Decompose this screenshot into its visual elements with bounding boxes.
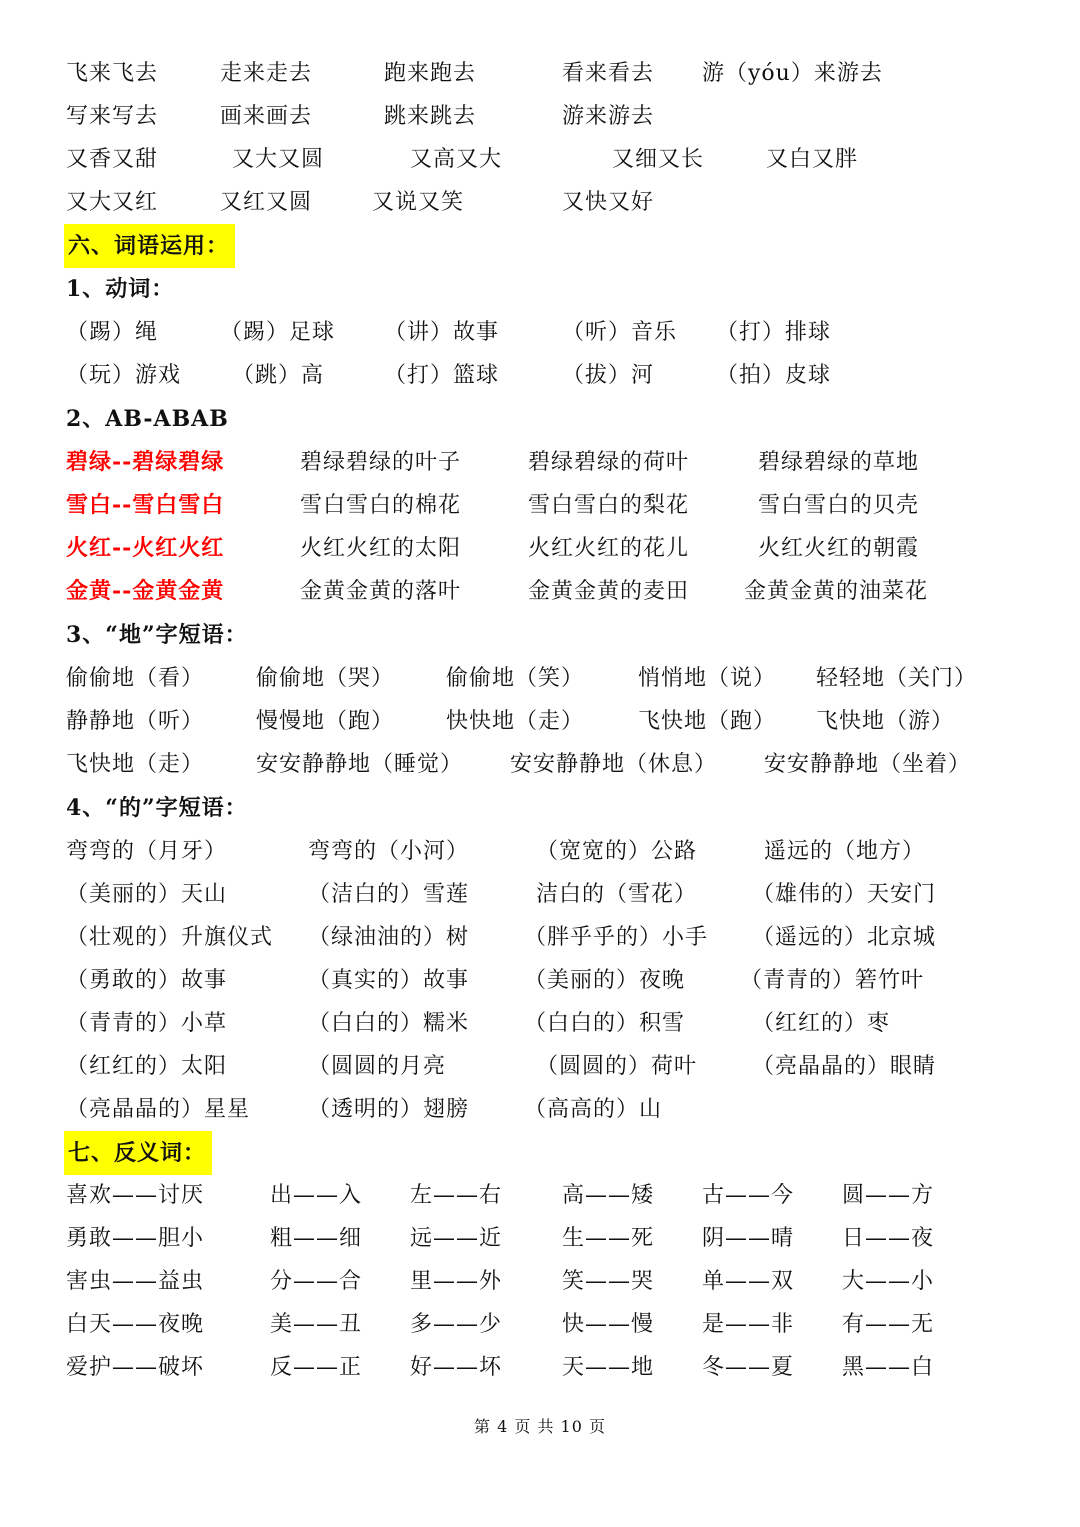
antonym-pair: 大——小 bbox=[842, 1269, 935, 1294]
antonym-pair: 单——双 bbox=[702, 1269, 795, 1294]
verb-phrase: （打）篮球 bbox=[384, 363, 500, 388]
abab-heading: 2、AB-ABAB bbox=[66, 406, 229, 432]
antonym-pair: 粗——细 bbox=[270, 1226, 363, 1251]
di-phrase: 安安静静地（坐着） bbox=[764, 752, 972, 777]
antonym-pair: 分——合 bbox=[270, 1269, 363, 1294]
antonym-pair: 出——入 bbox=[270, 1183, 363, 1208]
di-row bbox=[0, 743, 1080, 786]
antonym-pair: 美——丑 bbox=[270, 1312, 363, 1337]
de-phrase: （真实的）故事 bbox=[308, 968, 470, 993]
section-6-title: 六、词语运用： bbox=[64, 224, 235, 268]
abab-example: 碧绿碧绿的草地 bbox=[758, 450, 920, 475]
verb-phrase: （听）音乐 bbox=[562, 320, 678, 345]
antonym-pair: 害虫——益虫 bbox=[66, 1269, 205, 1294]
antonym-pair: 阴——晴 bbox=[702, 1226, 795, 1251]
antonym-pair: 左——右 bbox=[410, 1183, 503, 1208]
antonym-row bbox=[0, 1217, 1080, 1260]
antonym-row bbox=[0, 1303, 1080, 1346]
de-row bbox=[0, 873, 1080, 916]
abab-example: 雪白雪白的棉花 bbox=[300, 493, 462, 518]
antonym-pair: 里——外 bbox=[410, 1269, 503, 1294]
de-phrase: （亮晶晶的）星星 bbox=[66, 1097, 251, 1122]
abab-row bbox=[0, 484, 1080, 527]
abab-key: 碧绿--碧绿碧绿 bbox=[66, 449, 225, 475]
abab-example: 碧绿碧绿的叶子 bbox=[300, 450, 462, 475]
di-phrase: 静静地（听） bbox=[66, 709, 205, 734]
antonym-pair: 喜欢——讨厌 bbox=[66, 1183, 205, 1208]
antonym-pair: 笑——哭 bbox=[562, 1269, 655, 1294]
di-phrase: 飞快地（游） bbox=[816, 709, 955, 734]
de-row bbox=[0, 916, 1080, 959]
antonym-pair: 是——非 bbox=[702, 1312, 795, 1337]
abab-example: 火红火红的太阳 bbox=[300, 536, 462, 561]
de-phrase: （红红的）太阳 bbox=[66, 1054, 228, 1079]
word: 游（yóu）来游去 bbox=[702, 61, 883, 86]
abab-row bbox=[0, 441, 1080, 484]
di-phrase: 偷偷地（笑） bbox=[446, 666, 585, 691]
de-phrase: （红红的）枣 bbox=[752, 1011, 891, 1036]
antonym-pair: 黑——白 bbox=[842, 1355, 935, 1380]
verb-phrase: （踢）绳 bbox=[66, 320, 159, 345]
antonym-pair: 有——无 bbox=[842, 1312, 935, 1337]
de-row bbox=[0, 1045, 1080, 1088]
word-row bbox=[0, 138, 1080, 181]
antonym-pair: 多——少 bbox=[410, 1312, 503, 1337]
word: 游来游去 bbox=[562, 104, 655, 129]
de-phrase: （圆圆的月亮 bbox=[308, 1054, 447, 1079]
word: 又快又好 bbox=[562, 190, 655, 215]
di-phrase: 飞快地（走） bbox=[66, 752, 205, 777]
verb-phrase: （讲）故事 bbox=[384, 320, 500, 345]
antonym-pair: 反——正 bbox=[270, 1355, 363, 1380]
antonym-row bbox=[0, 1260, 1080, 1303]
section-7-title: 七、反义词： bbox=[64, 1131, 212, 1175]
de-row bbox=[0, 1002, 1080, 1045]
di-phrase: 轻轻地（关门） bbox=[816, 666, 978, 691]
abab-example: 金黄金黄的麦田 bbox=[528, 579, 690, 604]
di-phrase: 安安静静地（睡觉） bbox=[256, 752, 464, 777]
verb-phrase: （拔）河 bbox=[562, 363, 655, 388]
word: 又香又甜 bbox=[66, 147, 159, 172]
de-phrase: （壮观的）升旗仪式 bbox=[66, 925, 274, 950]
word: 跑来跑去 bbox=[384, 61, 477, 86]
word-row bbox=[0, 95, 1080, 138]
page-footer: 第 4 页 共 10 页 bbox=[474, 1417, 606, 1436]
antonym-pair: 好——坏 bbox=[410, 1355, 503, 1380]
de-phrase: （高高的）山 bbox=[524, 1097, 663, 1122]
abab-key: 火红--火红火红 bbox=[66, 535, 225, 561]
di-phrases-heading: 3、“地”字短语： bbox=[66, 622, 248, 648]
word: 看来看去 bbox=[562, 61, 655, 86]
antonym-pair: 勇敢——胆小 bbox=[66, 1226, 205, 1251]
abab-example: 火红火红的朝霞 bbox=[758, 536, 920, 561]
antonym-row bbox=[0, 1174, 1080, 1217]
abab-key: 雪白--雪白雪白 bbox=[66, 492, 225, 518]
antonym-pair: 白天——夜晚 bbox=[66, 1312, 205, 1337]
antonym-pair: 远——近 bbox=[410, 1226, 503, 1251]
antonym-pair: 天——地 bbox=[562, 1355, 655, 1380]
de-row bbox=[0, 830, 1080, 873]
word: 又说又笑 bbox=[372, 190, 465, 215]
antonym-row bbox=[0, 1346, 1080, 1389]
antonym-pair: 日——夜 bbox=[842, 1226, 935, 1251]
di-phrase: 快快地（走） bbox=[446, 709, 585, 734]
abab-example: 雪白雪白的梨花 bbox=[528, 493, 690, 518]
di-phrase: 偷偷地（哭） bbox=[256, 666, 395, 691]
di-phrase: 偷偷地（看） bbox=[66, 666, 205, 691]
de-phrase: （圆圆的）荷叶 bbox=[536, 1054, 698, 1079]
abab-row bbox=[0, 570, 1080, 613]
verb-phrase: （踢）足球 bbox=[220, 320, 336, 345]
de-phrase: 弯弯的（小河） bbox=[308, 839, 470, 864]
di-phrase: 慢慢地（跑） bbox=[256, 709, 395, 734]
de-phrase: （胖乎乎的）小手 bbox=[524, 925, 709, 950]
de-phrase: （美丽的）夜晚 bbox=[524, 968, 686, 993]
de-phrase: 遥远的（地方） bbox=[764, 839, 926, 864]
antonym-pair: 冬——夏 bbox=[702, 1355, 795, 1380]
abab-example: 雪白雪白的贝壳 bbox=[758, 493, 920, 518]
de-phrases-heading: 4、“的”字短语： bbox=[66, 795, 248, 821]
word: 又大又圆 bbox=[232, 147, 325, 172]
de-row bbox=[0, 1088, 1080, 1131]
de-phrase: （透明的）翅膀 bbox=[308, 1097, 470, 1122]
verb-row bbox=[0, 354, 1080, 397]
antonym-pair: 古——今 bbox=[702, 1183, 795, 1208]
verb-phrase: （拍）皮球 bbox=[716, 363, 832, 388]
abab-example: 金黄金黄的油菜花 bbox=[744, 579, 929, 604]
verb-row bbox=[0, 311, 1080, 354]
de-row bbox=[0, 959, 1080, 1002]
de-phrase: （遥远的）北京城 bbox=[752, 925, 937, 950]
de-phrase: （青青的）箬竹叶 bbox=[740, 968, 925, 993]
de-phrase: （白白的）积雪 bbox=[524, 1011, 686, 1036]
de-phrase: （勇敢的）故事 bbox=[66, 968, 228, 993]
word: 跳来跳去 bbox=[384, 104, 477, 129]
antonym-pair: 快——慢 bbox=[562, 1312, 655, 1337]
di-phrase: 飞快地（跑） bbox=[638, 709, 777, 734]
word: 又高又大 bbox=[410, 147, 503, 172]
word: 飞来飞去 bbox=[66, 61, 159, 86]
de-phrase: （宽宽的）公路 bbox=[536, 839, 698, 864]
de-phrase: （雄伟的）天安门 bbox=[752, 882, 937, 907]
word: 又红又圆 bbox=[220, 190, 313, 215]
verb-phrase: （跳）高 bbox=[232, 363, 325, 388]
word: 又白又胖 bbox=[766, 147, 859, 172]
abab-key: 金黄--金黄金黄 bbox=[66, 578, 225, 604]
word: 走来走去 bbox=[220, 61, 313, 86]
word-row bbox=[0, 181, 1080, 224]
verb-phrase: （打）排球 bbox=[716, 320, 832, 345]
di-row bbox=[0, 700, 1080, 743]
word: 又细又长 bbox=[612, 147, 705, 172]
antonym-pair: 生——死 bbox=[562, 1226, 655, 1251]
word: 又大又红 bbox=[66, 190, 159, 215]
word-row bbox=[0, 52, 1080, 95]
abab-example: 碧绿碧绿的荷叶 bbox=[528, 450, 690, 475]
de-phrase: （青青的）小草 bbox=[66, 1011, 228, 1036]
de-phrase: 洁白的（雪花） bbox=[536, 882, 698, 907]
de-phrase: （亮晶晶的）眼睛 bbox=[752, 1054, 937, 1079]
abab-example: 火红火红的花儿 bbox=[528, 536, 690, 561]
abab-row bbox=[0, 527, 1080, 570]
de-phrase: 弯弯的（月牙） bbox=[66, 839, 228, 864]
de-phrase: （白白的）糯米 bbox=[308, 1011, 470, 1036]
de-phrase: （绿油油的）树 bbox=[308, 925, 470, 950]
verbs-heading: 1、动词： bbox=[66, 276, 175, 302]
abab-example: 金黄金黄的落叶 bbox=[300, 579, 462, 604]
antonym-pair: 高——矮 bbox=[562, 1183, 655, 1208]
de-phrase: （洁白的）雪莲 bbox=[308, 882, 470, 907]
antonym-pair: 爱护——破坏 bbox=[66, 1355, 205, 1380]
di-phrase: 安安静静地（休息） bbox=[510, 752, 718, 777]
di-phrase: 悄悄地（说） bbox=[638, 666, 777, 691]
antonym-pair: 圆——方 bbox=[842, 1183, 935, 1208]
verb-phrase: （玩）游戏 bbox=[66, 363, 182, 388]
word: 写来写去 bbox=[66, 104, 159, 129]
di-row bbox=[0, 657, 1080, 700]
word: 画来画去 bbox=[220, 104, 313, 129]
de-phrase: （美丽的）天山 bbox=[66, 882, 228, 907]
